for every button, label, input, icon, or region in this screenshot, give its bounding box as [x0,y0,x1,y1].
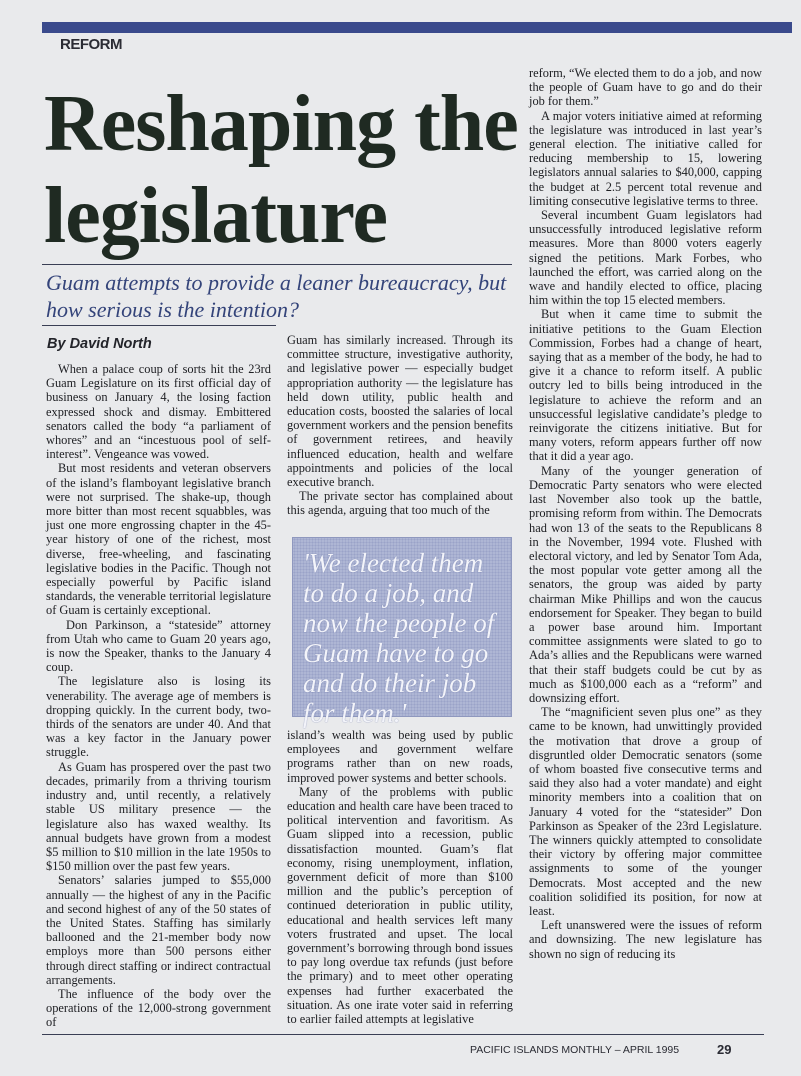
paragraph: The legislature also is losing its venerability. The average age of members is dropping quickly. In the current body, two-thirds of the senators are under 40. And that was a key factor in the January power struggle. [46,674,271,760]
pull-quote-box [292,537,512,728]
page-number: 29 [717,1042,732,1057]
article-column-1 [46,362,271,1030]
subhead-top-rule [42,264,512,265]
section-label: REFORM [60,36,122,53]
paragraph: But when it came time to submit the initiative petitions to the Guam Election Commission, Forbes had a change of heart, saying that as a member of the body, he had to give it a chance to reform itself. A public outcry led to bills being introduced in the legislature to achieve the reform and an unsuccessful legislative candidate’s pledge to reinvigorate the citizens initiative. But for many voters, reform appears further off now that it did a year ago. [529,307,762,464]
paragraph: Senators’ salaries jumped to $55,000 annually — the highest of any in the Pacific and second highest of any of the 50 states of the United States. Staffing has similarly ballooned and the 21-member body now employs more than 500 persons either through direct staffing or indirect contractual arrangements. [46,873,271,987]
article-column-3 [529,66,762,961]
paragraph: The private sector has complained about this agenda, arguing that too much of the [287,489,513,518]
paragraph: Many of the problems with public education and health care have been traced to political intervention and favoritism. As Guam slipped into a recession, public dissatisfaction mounted. Guam’s flat economy, rising unemployment, inflation, government deficit of more than $100 million and the public’s perception of continued deterioration in public utility, educational and health services left many voters frustrated and upset. The local government’s borrowing through bond issues to pay long overdue tax refunds (just before the primary) and to meet other operating expenses had further exacerbated the situation. As one irate voter said in referring to earlier failed attempts at legislative [287,784,513,1027]
article-column-2-bottom [287,728,513,1026]
paragraph: As Guam has prospered over the past two decades, primarily from a thriving tourism industry and, until recently, a relatively stable US military presence — the legislature also has waxed wealthy. Its annual budgets have grown from a modest $5 million to $10 million in the late 1950s to $150 million over the past few years. [46,759,271,874]
paragraph: The “magnificient seven plus one” as they came to be known, had unwittingly provided the motivation that drove a group of disgruntled older Democratic senators (some of whom boasted five consecutive terms and said they also had a voter mandate) and eight minority members into a coalition that on January 4 voted for the “statesider” Don Parkinson as Speaker of the 23rd Legislature. The winners quickly attempted to consolidate their victory by offering major committee assignments to some of the younger Democrats. Most accepted and the new coalition solidified its position, for now at least. [529,705,762,918]
pull-quote: 'We elected them to do a job, and now the people of Guam have to go and do their job for them.' [303,548,495,728]
paragraph: Don Parkinson, a “stateside” attorney from Utah who came to Guam 20 years ago, is now the Speaker, thanks to the January 4 coup. [46,617,271,675]
article-column-2-top [287,333,513,518]
paragraph: Left unanswered were the issues of reform and downsizing. The new legislature has shown no sign of reducing its [529,918,762,961]
paragraph: But most residents and veteran observers of the island’s flamboyant legislative branch were not surprised. The shake-up, though more bitter than most recent squabbles, was just one more engrossing chapter in the 45-year history of one of the richest, most diverse, free-wheeling, and fascinating legislative bodies in the Pacific. Though not especially powerful by Pacific island standards, the venerable territorial legislature of Guam is certainly exceptional. [46,461,271,618]
publication-footer: PACIFIC ISLANDS MONTHLY – APRIL 1995 [470,1044,680,1056]
paragraph: Several incumbent Guam legislators had unsuccessfully introduced legislative reform measures. More than 8000 voters eagerly signed the petitions. Mark Forbes, who launched the effort, was carried along on the wave and handily elected to office, placing him within the top 15 elected members. [529,208,762,308]
paragraph: Many of the younger generation of Democratic Party senators who were elected last November also took up the battle, promising reform from within. The Democrats had won 13 of the seats to the Republicans 8 in the November, 1994 vote. Flushed with electoral victory, and led by Senator Tom Ada, the most popular vote getter among all the senators, the group was aided by party chairman Mike Phillips and won the caucus endorsement for Speaker. They began to build a power base around him. Important committee assignments were slated to go to Ada’s allies and the Republicans were warned that their staff budgets could be cut by as much as $100,000 each as a “reform” and downsizing effort. [529,463,762,705]
subhead: Guam attempts to provide a leaner bureaucracy, but how serious is the intention? [46,270,507,322]
paragraph: reform, “We elected them to do a job, and now the people of Guam have to go and do their job for them.” [529,66,762,109]
paragraph: The influence of the body over the operations of the 12,000-strong government of [46,986,271,1030]
paragraph: island’s wealth was being used by public employees and government welfare programs rather than on new roads, improved power systems and better schools. [287,728,513,785]
paragraph: Guam has similarly increased. Through its committee structure, investigative authority, and legislative power — especially budget appropriation authority — the legislature has held down utility, public health and education costs, boosted the salaries of local government workers and the pension benefits of government retirees, and heavily influenced education, health and welfare appointments and policies of the local executive branch. [287,333,513,490]
paragraph: A major voters initiative aimed at reforming the legislature was introduced in last year’s general election. The initiative called for reducing membership to 15, lowering legislators annual salaries to $40,000, capping the budget at 2.5 percent total revenue and limiting consecutive legislative terms to three. [529,108,762,208]
headline: Reshaping the legislature [44,80,518,260]
footer-rule [42,1034,764,1035]
byline: By David North [47,336,152,352]
subhead-bottom-rule [42,325,276,326]
header-bar [42,22,792,33]
paragraph: When a palace coup of sorts hit the 23rd Guam Legislature on its first official day of business on January 4, the losing faction expressed shock and dismay. Embittered senators called the body “a parliament of whores” and an “incestuous pool of self-interest”. Vengeance was vowed. [46,362,271,462]
